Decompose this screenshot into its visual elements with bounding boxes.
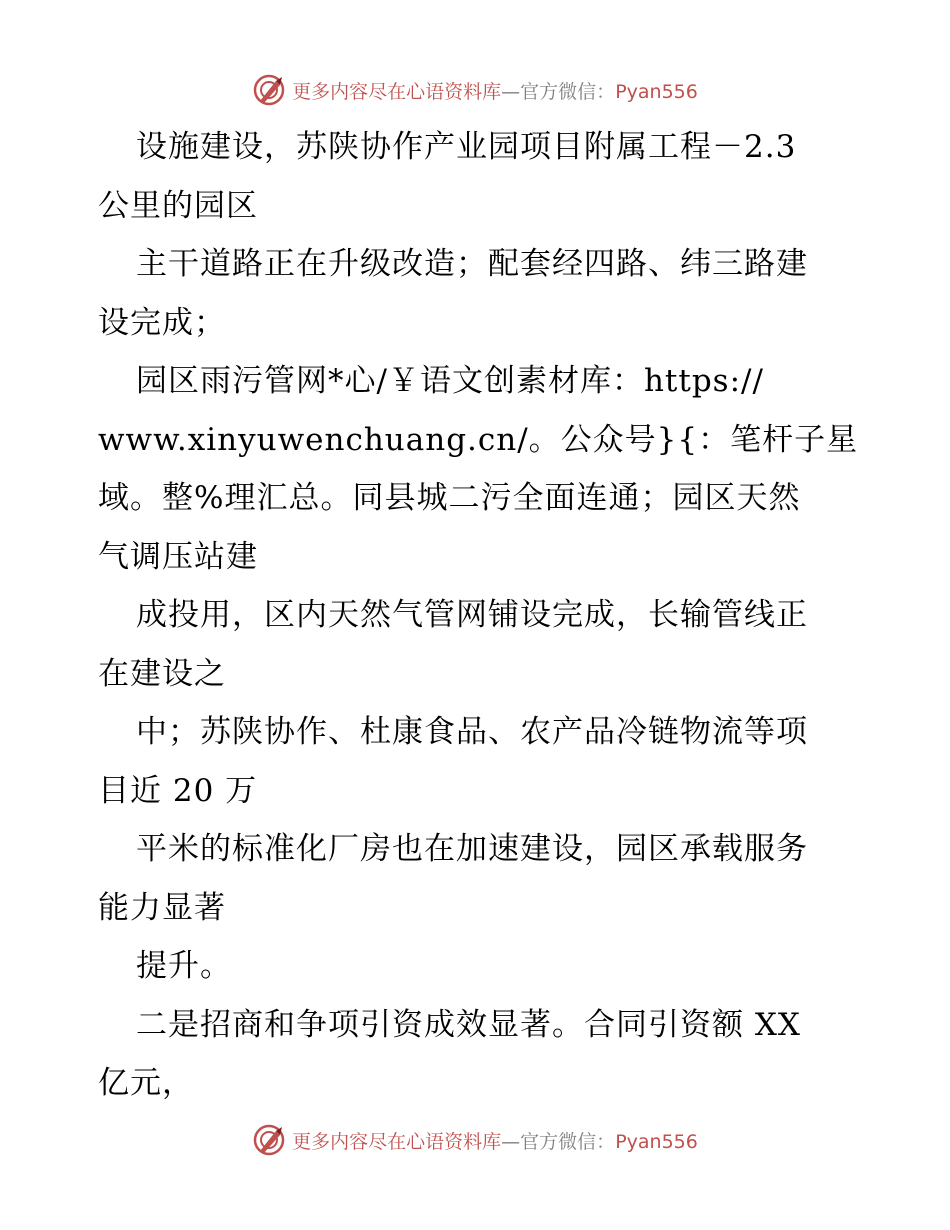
text-line: www.xinyuwenchuang.cn/。公众号}{：笔杆子星 bbox=[98, 421, 859, 458]
footer-dash: — bbox=[501, 1130, 521, 1153]
text-line: 亿元， bbox=[98, 1065, 194, 1101]
text-line: 在建设之 bbox=[98, 655, 226, 692]
text-line: 平米的标准化厂房也在加速建设，园区承载服务 bbox=[136, 831, 808, 867]
text-line: 成投用，区内天然气管网铺设完成，长输管线正 bbox=[136, 597, 808, 633]
text-line: 设完成； bbox=[98, 304, 226, 341]
text-line: 二是招商和争项引资成效显著。合同引资额 XX bbox=[136, 1006, 801, 1043]
text-line: 目近 20 万 bbox=[98, 772, 258, 809]
footer-banner-text bbox=[292, 1127, 698, 1154]
text-line: 中；苏陕协作、杜康食品、农产品冷链物流等项 bbox=[136, 714, 808, 750]
header-dash: — bbox=[501, 80, 521, 103]
header-banner bbox=[0, 70, 950, 110]
header-site-text: 更多内容尽在心语资料库 bbox=[292, 80, 502, 103]
footer-wechat-id: Pyan556 bbox=[615, 1130, 698, 1153]
text-line: 能力显著 bbox=[98, 889, 226, 926]
footer-wechat-label: 官方微信： bbox=[520, 1130, 616, 1153]
text-line: 设施建设，苏陕协作产业园项目附属工程－2.3 bbox=[136, 129, 797, 165]
text-line: 公里的园区 bbox=[98, 187, 258, 224]
header-wechat-label: 官方微信： bbox=[520, 80, 616, 103]
text-line: 提升。 bbox=[136, 948, 232, 984]
body-text bbox=[98, 118, 858, 1113]
pen-logo-icon bbox=[252, 73, 286, 107]
text-line: 气调压站建 bbox=[98, 538, 258, 575]
pen-logo-icon bbox=[252, 1123, 286, 1157]
footer-banner bbox=[0, 1120, 950, 1160]
header-wechat-id: Pyan556 bbox=[615, 80, 698, 103]
header-banner-text bbox=[292, 77, 698, 104]
text-line: 域。整%理汇总。同县城二污全面连通；园区天然 bbox=[98, 480, 801, 516]
text-line: 主干道路正在升级改造；配套经四路、纬三路建 bbox=[136, 246, 808, 282]
text-line: 园区雨污管网*心/￥语文创素材库：https:// bbox=[136, 363, 764, 399]
footer-site-text: 更多内容尽在心语资料库 bbox=[292, 1130, 502, 1153]
